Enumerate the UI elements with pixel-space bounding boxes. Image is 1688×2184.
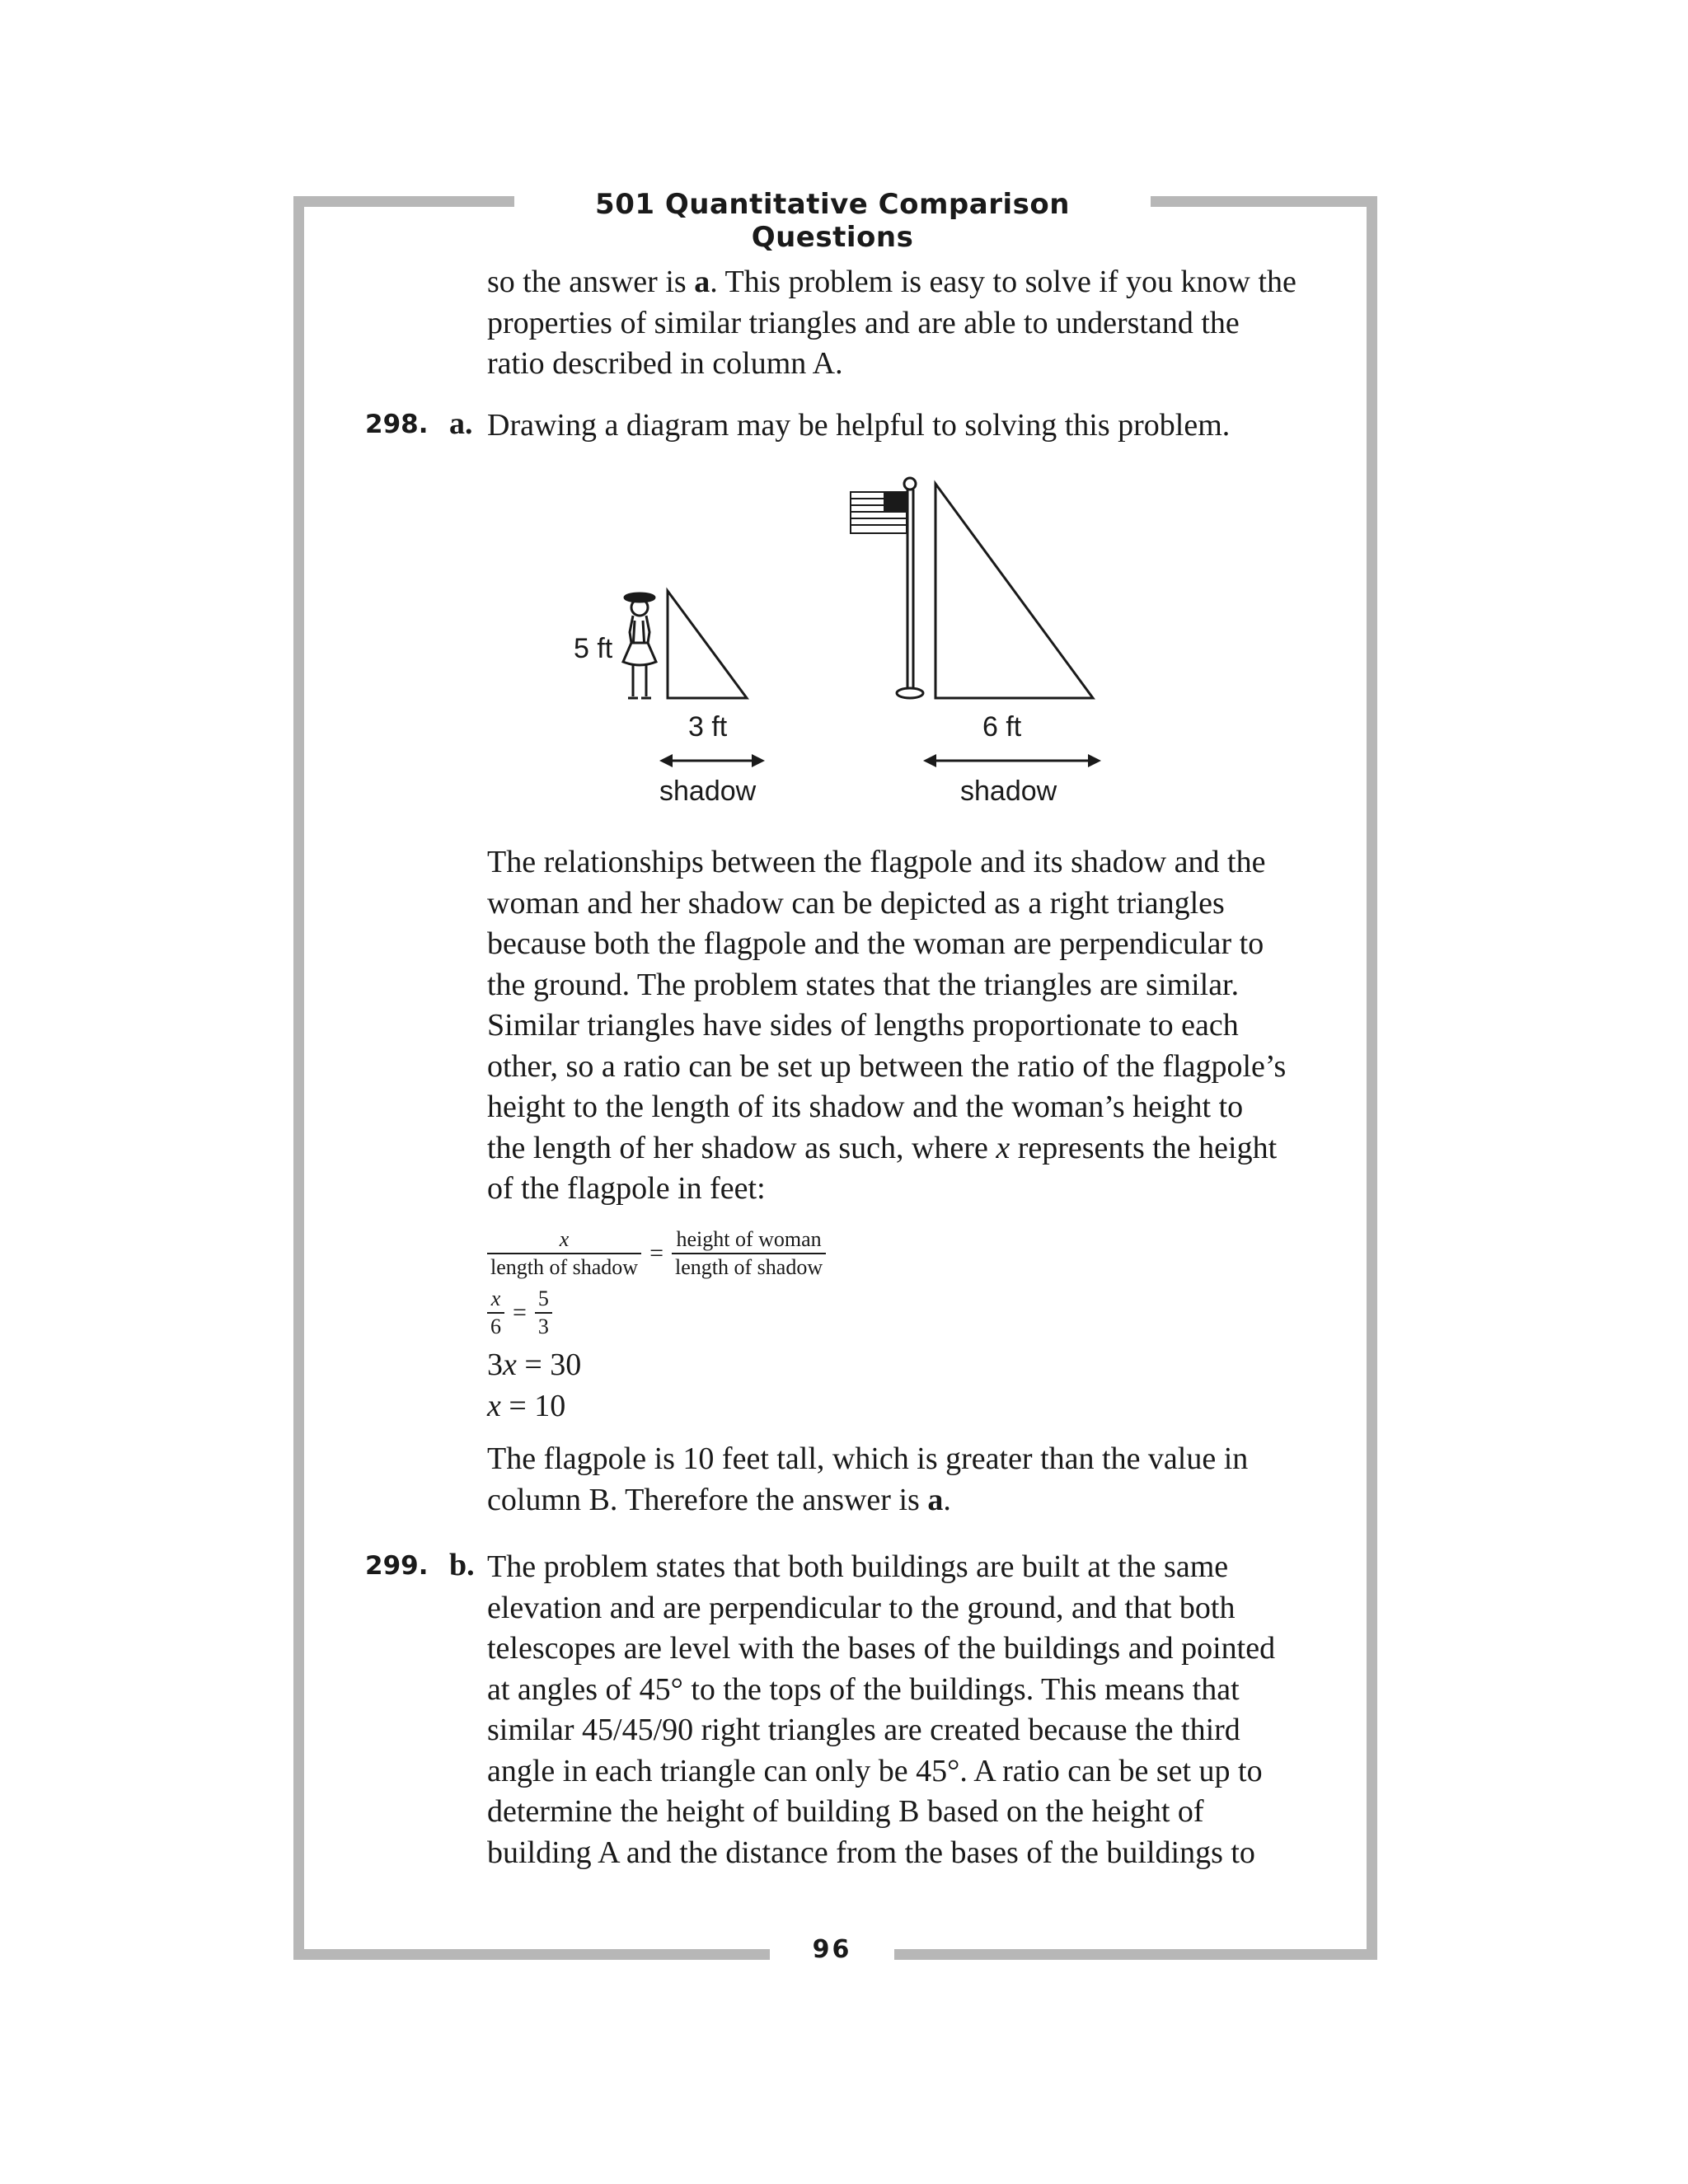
equation-step-x [487, 1386, 565, 1427]
flag-shadow-arrow [923, 754, 1101, 767]
flag-shadow-length-label: 6 ft [982, 711, 1022, 743]
intro-paragraph [487, 262, 1320, 385]
similar-triangles-diagram [560, 474, 1121, 816]
frame-left-lower [293, 1136, 304, 1960]
frame-top-right [1151, 196, 1377, 207]
frame-left [293, 196, 304, 1136]
fraction-x-over-shadow [487, 1226, 641, 1281]
q298-explanation [487, 842, 1320, 1210]
q299-line: elevation and are perpendicular to the ground, and that both [487, 1590, 1236, 1625]
conclusion-line: The flagpole is 10 feet tall, which is greater than the value in [487, 1441, 1249, 1476]
fraction-numerator: height of woman [672, 1226, 826, 1254]
woman-shadow-triangle [668, 591, 747, 698]
explanation-line: because both the flagpole and the woman are perpendicular to [487, 926, 1264, 961]
explanation-line: height to the length of its shadow and the woman’s height to [487, 1090, 1244, 1124]
woman-shadow-length-label: 3 ft [688, 711, 728, 743]
fraction-height-over-shadow [672, 1226, 826, 1281]
q299-line: determine the height of building B based on the height of [487, 1794, 1204, 1829]
q299-line: similar 45/45/90 right triangles are created because the third [487, 1713, 1240, 1747]
shadow-label-flagpole: shadow [960, 776, 1057, 807]
frame-right [1367, 196, 1377, 1960]
equation-step-3x [487, 1345, 581, 1386]
conclusion-text: column B. Therefore the answer is [487, 1482, 928, 1517]
q299-line: at angles of 45° to the tops of the buildings. This means that [487, 1671, 1240, 1707]
fraction-numerator: 5 [535, 1286, 552, 1314]
q298-lead [487, 405, 1320, 447]
q299-line: The problem states that both buildings are built at the same [487, 1549, 1229, 1584]
woman-shadow-arrow [659, 754, 765, 767]
explanation-text: represents the height [1010, 1130, 1278, 1165]
math-text: = 30 [516, 1347, 582, 1382]
explanation-line: woman and her shadow can be depicted as a right triangles [487, 885, 1225, 921]
equation-proportion [487, 1226, 826, 1281]
conclusion-answer-bold: a [927, 1482, 944, 1517]
page-number: 96 [812, 1935, 852, 1964]
math-text: 3 [487, 1347, 503, 1382]
equation-substituted [487, 1286, 552, 1340]
intro-text: . This problem is easy to solve if you know the [710, 265, 1296, 299]
intro-text: so the answer is [487, 265, 695, 299]
explanation-text: the length of her shadow as such, where [487, 1130, 996, 1165]
q298-conclusion [487, 1439, 1320, 1521]
fraction-denominator: 6 [490, 1315, 501, 1338]
q299-explanation [487, 1547, 1320, 1873]
woman-height-label: 5 ft [574, 633, 613, 664]
shadow-label-woman: shadow [659, 776, 757, 807]
explanation-line: the ground. The problem states that the triangles are similar. [487, 967, 1240, 1002]
explanation-line: of the flagpole in feet: [487, 1171, 766, 1206]
fraction-denominator: 3 [537, 1315, 549, 1338]
variable-x: x [487, 1389, 501, 1423]
answer-letter-298: a. [449, 406, 473, 441]
flagpole-shadow-triangle [935, 484, 1093, 698]
running-title: 501 Quantitative Comparison Questions [595, 188, 1070, 254]
q299-line: angle in each triangle can only be 45°. A ratio can be set up to [487, 1753, 1263, 1788]
equals-sign: = [513, 1299, 527, 1326]
question-number-298: 298. [365, 410, 429, 439]
intro-text: ratio described in column A. [487, 346, 843, 381]
q298-lead-text: Drawing a diagram may be helpful to solving this problem. [487, 408, 1231, 443]
answer-letter-299: b. [449, 1548, 475, 1582]
math-text: = 10 [500, 1389, 566, 1423]
frame-bottom-left [293, 1949, 770, 1960]
explanation-line: other, so a ratio can be set up between the ratio of the flagpole’s [487, 1048, 1287, 1084]
variable-x: x [996, 1130, 1010, 1165]
intro-answer-bold: a [694, 265, 710, 299]
fraction-denominator: length of shadow [490, 1255, 639, 1279]
explanation-line: The relationships between the flagpole and its shadow and the [487, 845, 1266, 879]
variable-x: x [503, 1347, 517, 1382]
explanation-line: Similar triangles have sides of lengths proportionate to each [487, 1008, 1239, 1043]
fraction-numerator: x [559, 1227, 570, 1251]
flag-icon [851, 492, 907, 533]
fraction-5-over-3 [535, 1286, 552, 1340]
frame-top-left [293, 196, 514, 207]
q299-line: telescopes are level with the bases of the buildings and pointed [487, 1631, 1276, 1666]
fraction-numerator: x [490, 1286, 501, 1310]
conclusion-text: . [943, 1482, 951, 1517]
question-number-299: 299. [365, 1551, 429, 1581]
equals-sign: = [649, 1240, 664, 1267]
fraction-x-over-6 [487, 1286, 504, 1340]
woman-figure [623, 593, 656, 698]
intro-text: properties of similar triangles and are able to understand the [487, 305, 1240, 340]
fraction-denominator: length of shadow [675, 1255, 823, 1279]
frame-bottom-right [894, 1949, 1377, 1960]
q299-line: building A and the distance from the bases of the buildings to [487, 1835, 1255, 1870]
